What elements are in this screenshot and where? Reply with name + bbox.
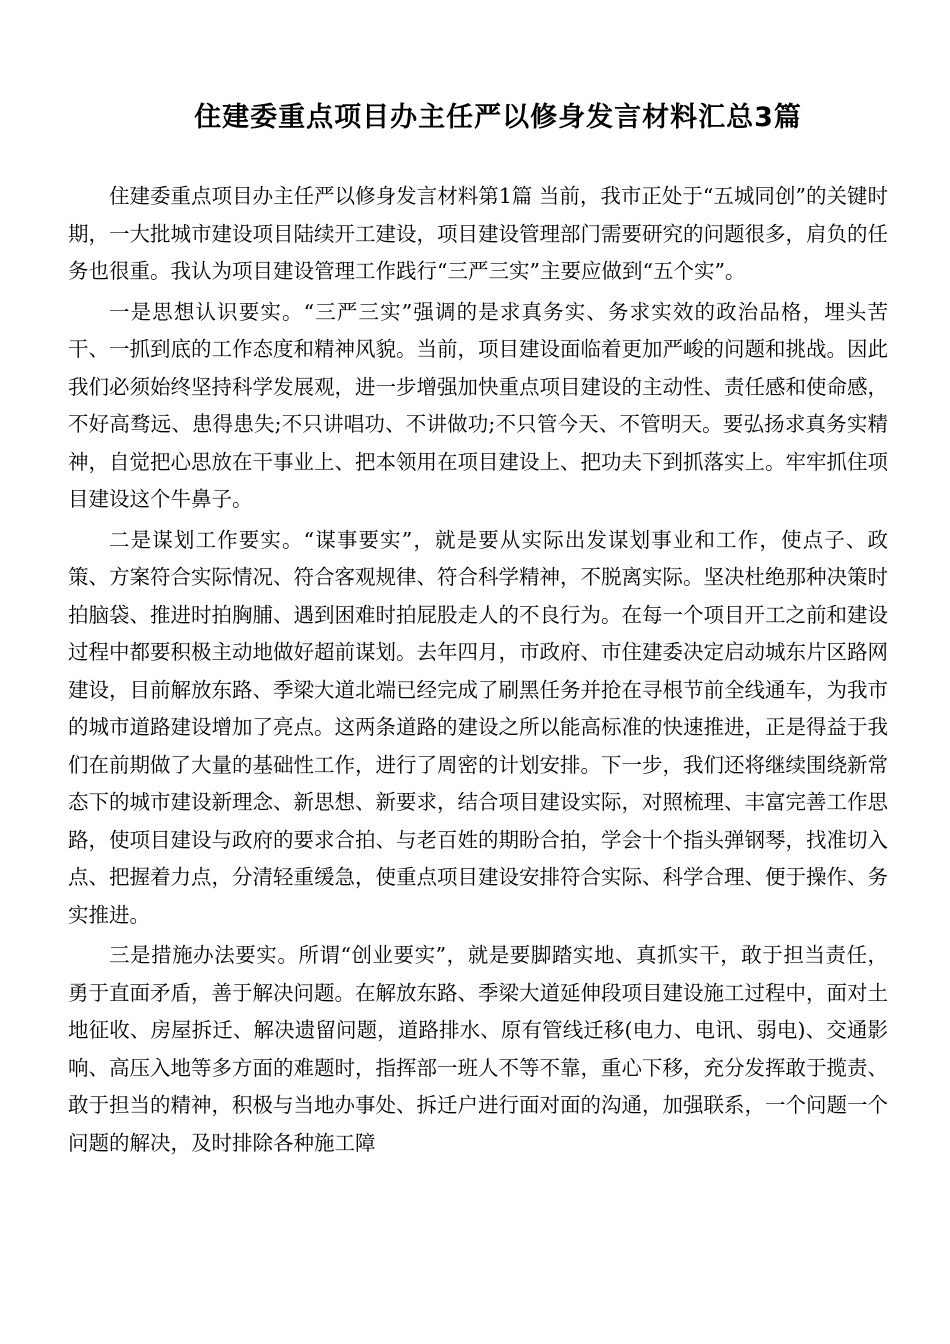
paragraph-1: 一是思想认识要实。“三严三实”强调的是求真务实、务求实效的政治品格，埋头苦干、一抓到底的工作态度和精神风貌。当前，项目建设面临着更加严峻的问题和挑战。因此我们必须始终坚持科学发展观，进一步增强加快重点项目建设的主动性、责任感和使命感，不好高骛远、患得患失;不只讲唱功、不讲做功;不只管今天、不管明天。要弘扬求真务实精神，自觉把心思放在干事业上、把本领用在项目建设上、把功夫下到抓落实上。牢牢抓住项目建设这个牛鼻子。 — [68, 299, 888, 511]
paragraph-3: 三是措施办法要实。所谓“创业要实”，就是要脚踏实地、真抓实干，敢于担当责任，勇于直面矛盾，善于解决问题。在解放东路、季梁大道延伸段项目建设施工过程中，面对土地征收、房屋拆迁、解决遗留问题，道路排水、原有管线迁移(电力、电讯、弱电)、交通影响、高压入地等多方面的难题时，指挥部一班人不等不靠，重心下移，充分发挥敢于揽责、敢于担当的精神，积极与当地办事处、拆迁户进行面对面的沟通，加强联系，一个问题一个问题的解决，及时排除各种施工障 — [68, 943, 888, 1155]
paragraph-2: 二是谋划工作要实。“谋事要实”，就是要从实际出发谋划事业和工作，使点子、政策、方案符合实际情况、符合客观规律、符合科学精神，不脱离实际。坚决杜绝那种决策时拍脑袋、推进时拍胸脯、遇到困难时拍屁股走人的不良行为。在每一个项目开工之前和建设过程中都要积极主动地做好超前谋划。去年四月，市政府、市住建委决定启动城东片区路网建设，目前解放东路、季梁大道北端已经完成了刷黑任务并抢在寻根节前全线通车，为我市的城市道路建设增加了亮点。这两条道路的建设之所以能高标准的快速推进，正是得益于我们在前期做了大量的基础性工作，进行了周密的计划安排。下一步，我们还将继续围绕新常态下的城市建设新理念、新思想、新要求，结合项目建设实际，对照梳理、丰富完善工作思路，使项目建设与政府的要求合拍、与老百姓的期盼合拍，学会十个指头弹钢琴，找准切入点、把握着力点，分清轻重缓急，使重点项目建设安排符合实际、科学合理、便于操作、务实推进。 — [68, 527, 888, 927]
document-title: 住建委重点项目办主任严以修身发言材料汇总3篇 — [194, 102, 802, 133]
document-body — [68, 178, 888, 1165]
paragraph-intro: 住建委重点项目办主任严以修身发言材料第1篇 当前，我市正处于“五城同创”的关键时期，一大批城市建设项目陆续开工建设，项目建设管理部门需要研究的问题很多，肩负的任务也很重。我认为项目建设管理工作践行“三严三实”主要应做到“五个实”。 — [68, 184, 888, 283]
